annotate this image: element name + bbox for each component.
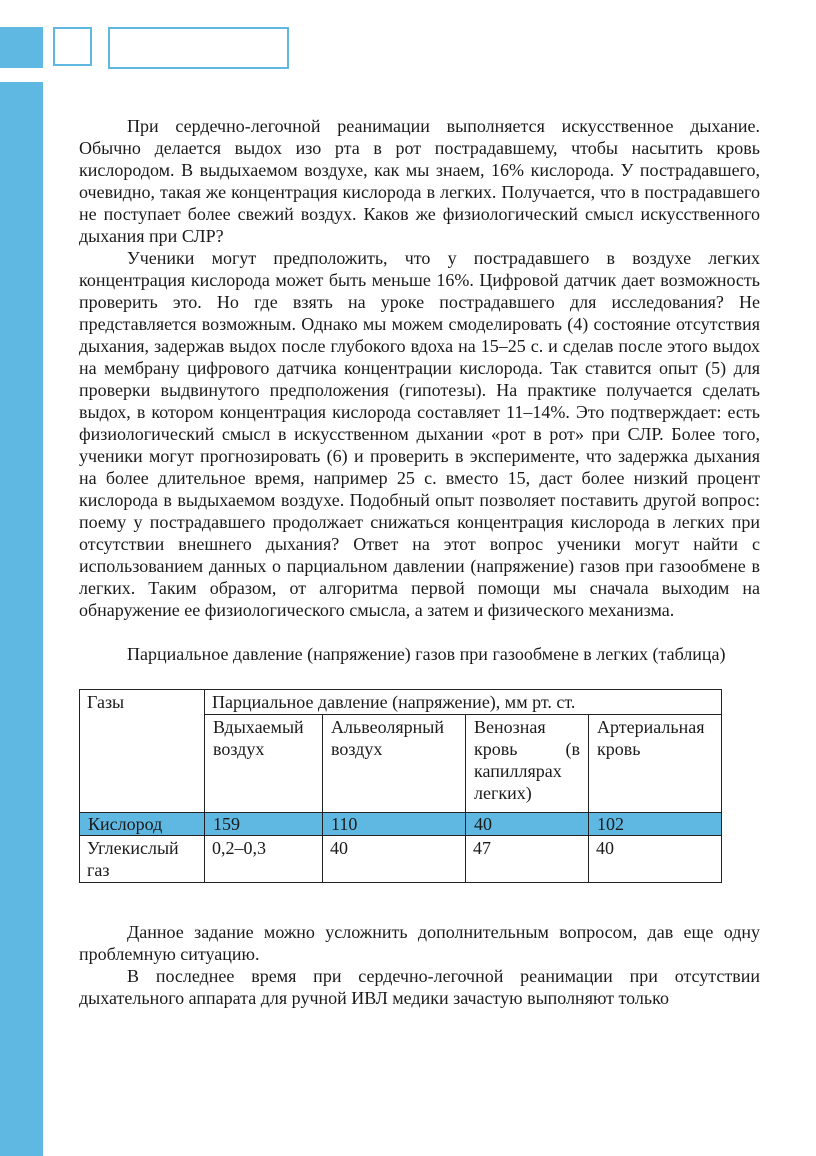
row-label: Кислород [80,813,205,836]
paragraph-2: Ученики могут предположить, что у пострадавшего в воздухе легких концентрация кислорода может быть меньше 16%. Цифровой датчик дает возможность проверить это. Но где взять на уроке пострадавшего для исследования? Не представляется возможным. Однако мы можем смоделировать (4) состояние отсутствия дыхания, задержав выдох после глубокого вдоха на 15–25 с. и сделав после этого выдох на мембрану цифрового датчика концентрации кислорода. Так ставится опыт (5) для проверки выдвинутого предположения (гипотезы). На практике получается сделать выдох, в котором концентрация кислорода составляет 11–14%. Это подтверждает: есть физиологический смысл в искусственном дыхании «рот в рот» при СЛР. Более того, ученики могут прогнозировать (6) и проверить в эксперименте, что задержка дыхания на более длительное время, например 25 с. вместо 15, даст более низкий процент кислорода в выдыхаемом воздухе. Подобный опыт позволяет поставить другой вопрос: поему у пострадавшего продолжает снижаться концентрация кислорода в легких при отсутствии внешнего дыхания? Ответ на этот вопрос ученики могут найти с использованием данных о парциальном давлении (напряжение) газов при газообмене в легких. Таким образом, от алгоритма первой помощи мы сначала выходим на обнаружение ее физиологического смысла, а затем и физического механизма. [79,248,760,620]
paragraph-3: Данное задание можно усложнить дополнительным вопросом, дав еще одну проблемную ситуацию. [79,922,760,964]
table-row-oxygen [80,813,722,836]
page-content [79,115,760,1009]
side-accent-bar [0,82,43,1156]
header-box-wide [108,27,289,69]
table-cell: 102 [589,813,722,836]
table-cell: 40 [589,836,722,883]
table-header-row [80,690,722,715]
table-cell: 0,2–0,3 [205,836,323,883]
table-cell: 47 [466,836,589,883]
col-header-gases: Газы [80,690,205,813]
subheader-arterial: Артериальная кровь [589,715,722,813]
table-cell: 40 [323,836,466,883]
header-box-small [53,27,92,66]
subheader-inhaled: Вдыхаемый воздух [205,715,323,813]
table-row-co2 [80,836,722,883]
table-cell: 110 [323,813,466,836]
paragraph-1: При сердечно-легочной реанимации выполняется искусственное дыхание. Обычно делается выдох изо рта в рот пострадавшему, чтобы насытить кровь кислородом. В выдыхаемом воздухе, как мы знаем, 16% кислорода. У пострадавшего, очевидно, такая же концентрация кислорода в легких. Получается, что в пострадавшего не поступает более свежий воздух. Каков же физиологический смысл искусственного дыхания при СЛР? [79,116,760,246]
subheader-venous: Венозная кровь (в капиллярах легких) [466,715,589,813]
header-accent-block [0,27,43,68]
group-header: Парциальное давление (напряжение), мм рт. ст. [205,690,722,715]
subheader-alveolar: Альвеолярный воздух [323,715,466,813]
paragraph-4: В последнее время при сердечно-легочной реанимации при отсутствии дыхательного аппарата для ручной ИВЛ медики зачастую выполняют только [79,966,760,1008]
table-cell: 40 [466,813,589,836]
table-caption: Парциальное давление (напряжение) газов при газообмене в легких (таблица) [127,644,726,664]
table-cell: 159 [205,813,323,836]
partial-pressure-table [79,689,722,883]
row-label: Углекислый газ [80,836,205,883]
